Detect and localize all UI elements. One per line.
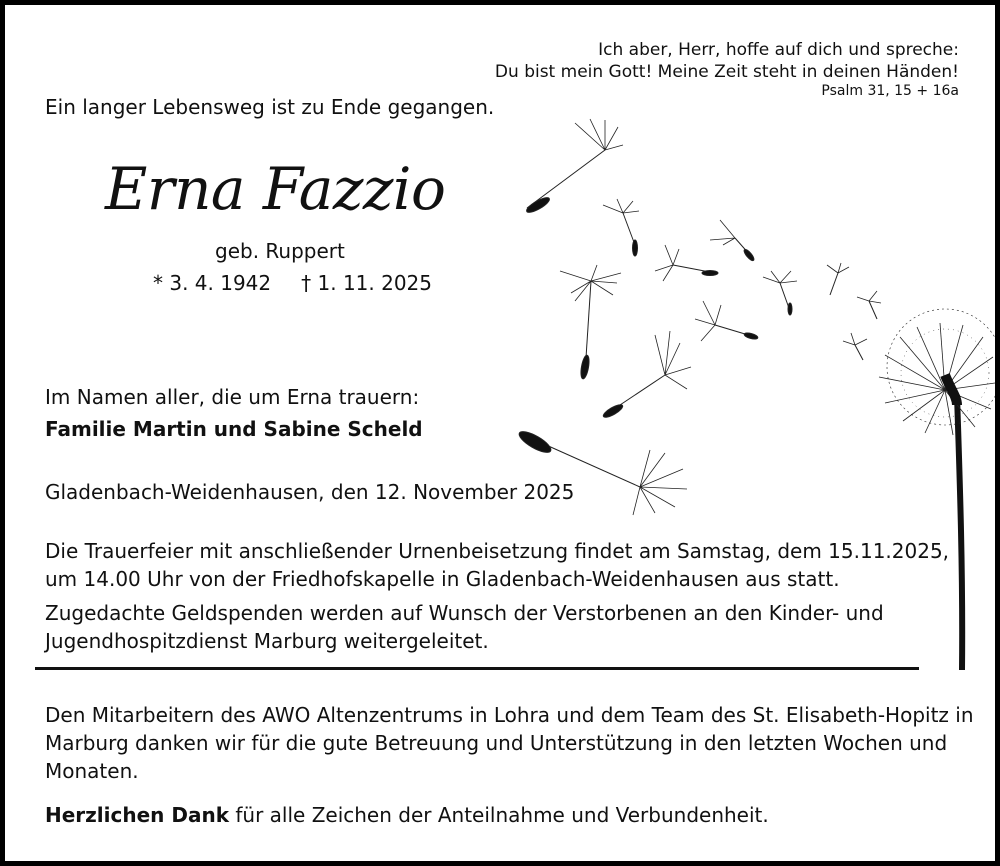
- thanks-line-2: Marburg danken wir für die gute Betreuung und Unterstützung in den letzten Wochen und: [45, 731, 948, 755]
- donation-info-line-2: Jugendhospitzdienst Marburg weitergeleitet.: [45, 629, 489, 653]
- life-dates: [153, 271, 432, 295]
- dandelion-illustration-icon: [505, 105, 995, 675]
- mourning-family: Familie Martin und Sabine Scheld: [45, 417, 423, 441]
- dandelion-stem: [957, 395, 962, 670]
- flying-seeds: [516, 119, 881, 515]
- closing-thanks-rest: für alle Zeichen der Anteilnahme und Verbundenheit.: [229, 803, 769, 827]
- place-and-date: Gladenbach-Weidenhausen, den 12. November 2025: [45, 480, 575, 504]
- thanks-line-1: Den Mitarbeitern des AWO Altenzentrums in Lohra und dem Team des St. Elisabeth-Hopitz in: [45, 703, 974, 727]
- closing-thanks-bold: Herzlichen Dank: [45, 803, 230, 827]
- dandelion-seed-head: [879, 309, 995, 435]
- mourners-intro: Im Namen aller, die um Erna trauern:: [45, 385, 420, 409]
- psalm-verse-line-1: Ich aber, Herr, hoffe auf dich und spreche:: [598, 40, 959, 60]
- death-date: † 1. 11. 2025: [301, 271, 432, 295]
- thanks-line-3: Monaten.: [45, 759, 139, 783]
- deceased-name: Erna Fazzio: [105, 155, 446, 223]
- birth-date: * 3. 4. 1942: [153, 271, 272, 295]
- service-info-line-2: um 14.00 Uhr von der Friedhofskapelle in Gladenbach-Weidenhausen aus statt.: [45, 567, 840, 591]
- donation-info-line-1: Zugedachte Geldspenden werden auf Wunsch der Verstorbenen an den Kinder- und: [45, 601, 884, 625]
- birth-name: geb. Ruppert: [215, 239, 345, 263]
- psalm-verse-line-2: Du bist mein Gott! Meine Zeit steht in deinen Händen!: [494, 62, 959, 82]
- service-info-line-1: Die Trauerfeier mit anschließender Urnenbeisetzung findet am Samstag, dem 15.11.2025,: [45, 539, 950, 563]
- intro-text: Ein langer Lebensweg ist zu Ende gegangen.: [45, 95, 495, 119]
- closing-thanks: [45, 801, 769, 829]
- psalm-reference: Psalm 31, 15 + 16a: [821, 83, 959, 99]
